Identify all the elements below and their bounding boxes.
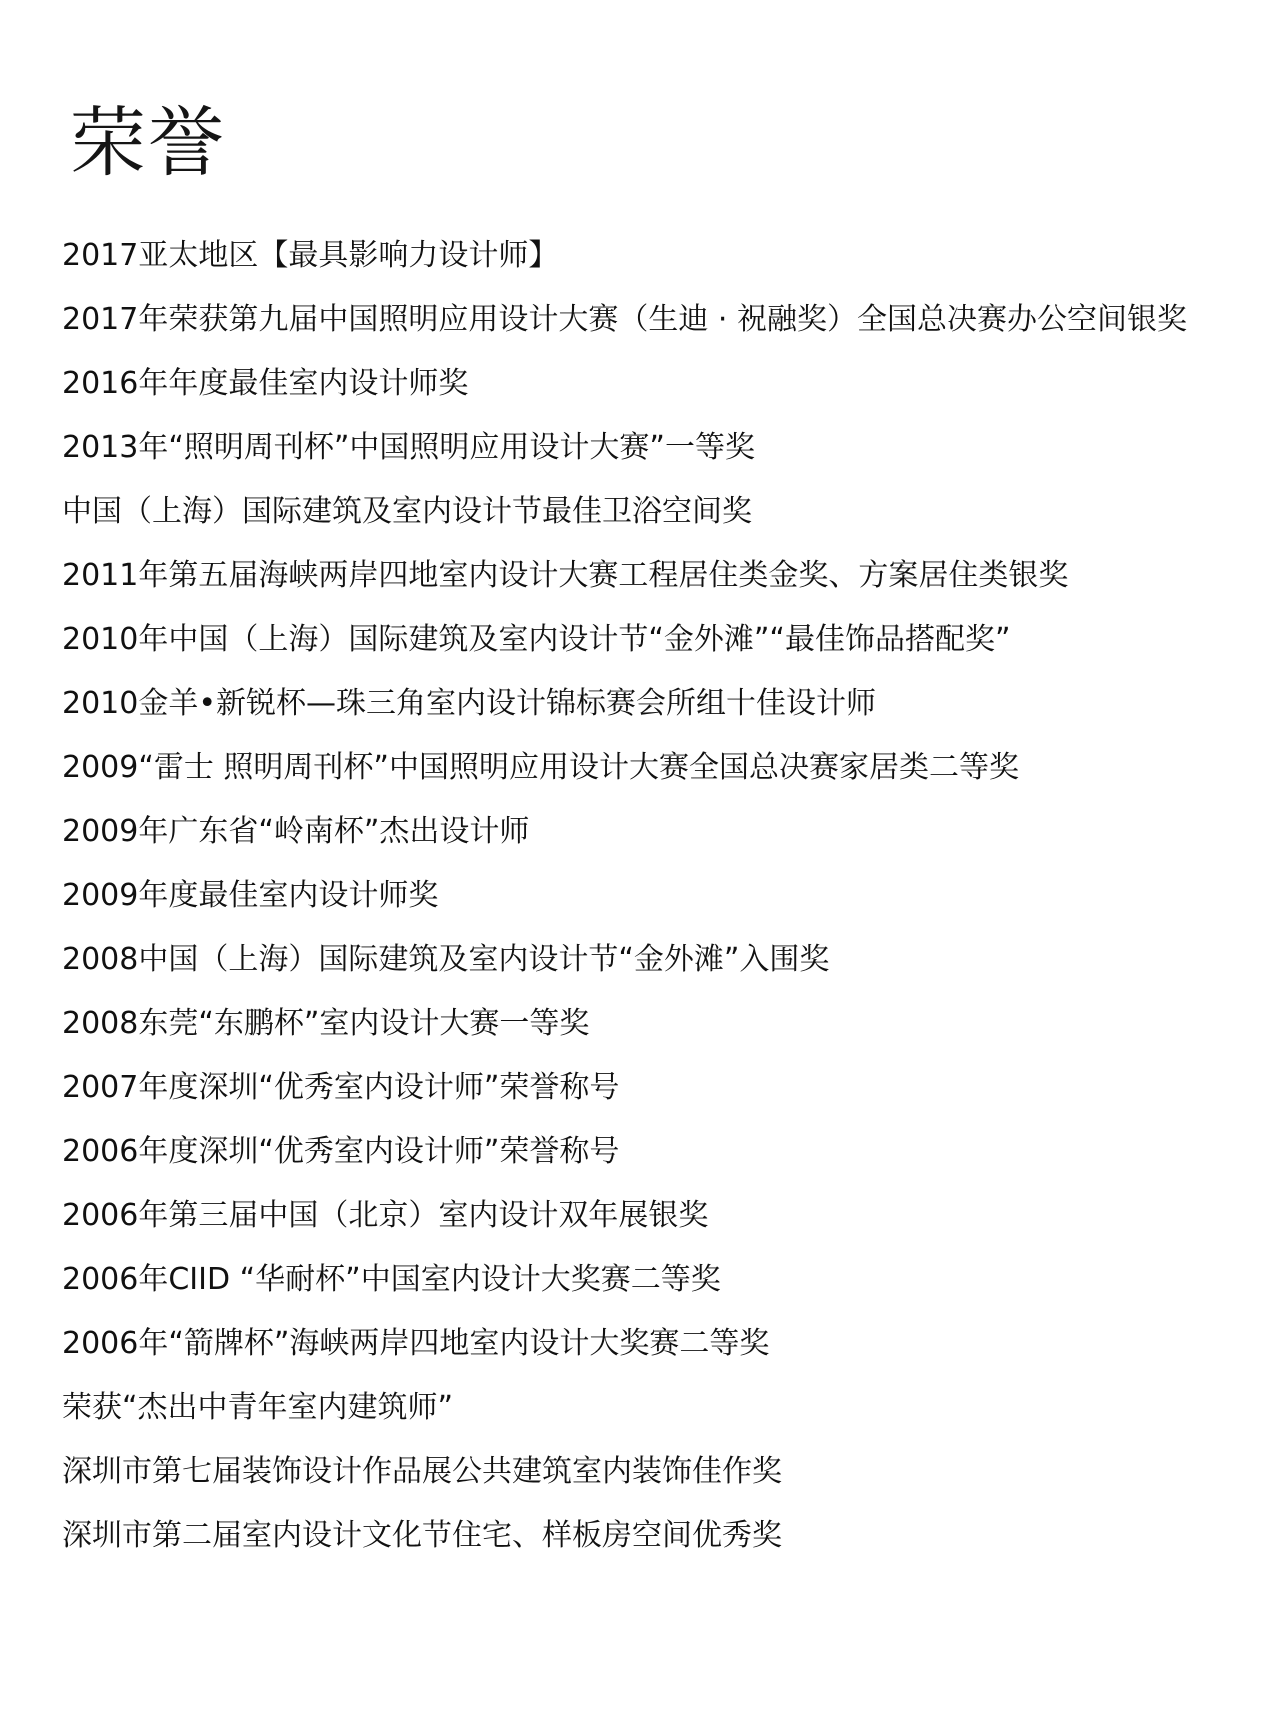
honor-item: 荣获“杰出中青年室内建筑师” — [62, 1390, 454, 1425]
honor-item: 2010金羊•新锐杯—珠三角室内设计锦标赛会所组十佳设计师 — [62, 686, 877, 721]
honor-item: 中国（上海）国际建筑及室内设计节最佳卫浴空间奖 — [62, 494, 752, 529]
honor-item: 2017年荣获第九届中国照明应用设计大赛（生迪 · 祝融奖）全国总决赛办公空间银奖 — [62, 302, 1187, 337]
honor-item: 2007年度深圳“优秀室内设计师”荣誉称号 — [62, 1070, 620, 1105]
honor-item: 2009“雷士 照明周刊杯”中国照明应用设计大赛全国总决赛家居类二等奖 — [62, 750, 1019, 785]
honor-item: 2017亚太地区【最具影响力设计师】 — [62, 238, 559, 273]
honor-item: 深圳市第七届装饰设计作品展公共建筑室内装饰佳作奖 — [62, 1454, 782, 1489]
honor-item: 2016年年度最佳室内设计师奖 — [62, 366, 469, 401]
honor-item: 2010年中国（上海）国际建筑及室内设计节“金外滩”“最佳饰品搭配奖” — [62, 622, 1011, 657]
honor-item: 2006年“箭牌杯”海峡两岸四地室内设计大奖赛二等奖 — [62, 1326, 770, 1361]
honors-list — [62, 230, 1187, 1574]
honor-item: 2006年第三届中国（北京）室内设计双年展银奖 — [62, 1198, 709, 1233]
honor-item: 2008中国（上海）国际建筑及室内设计节“金外滩”入围奖 — [62, 942, 830, 977]
honor-item: 2006年CIID “华耐杯”中国室内设计大奖赛二等奖 — [62, 1262, 721, 1297]
honor-item: 深圳市第二届室内设计文化节住宅、样板房空间优秀奖 — [62, 1518, 782, 1553]
honor-item: 2013年“照明周刊杯”中国照明应用设计大赛”一等奖 — [62, 430, 755, 465]
honor-item: 2009年度最佳室内设计师奖 — [62, 878, 439, 913]
honor-item: 2006年度深圳“优秀室内设计师”荣誉称号 — [62, 1134, 620, 1169]
honor-item: 2011年第五届海峡两岸四地室内设计大赛工程居住类金奖、方案居住类银奖 — [62, 558, 1069, 593]
honor-item: 2009年广东省“岭南杯”杰出设计师 — [62, 814, 530, 849]
page-title: 荣誉 — [70, 98, 226, 187]
honor-item: 2008东莞“东鹏杯”室内设计大赛一等奖 — [62, 1006, 590, 1041]
